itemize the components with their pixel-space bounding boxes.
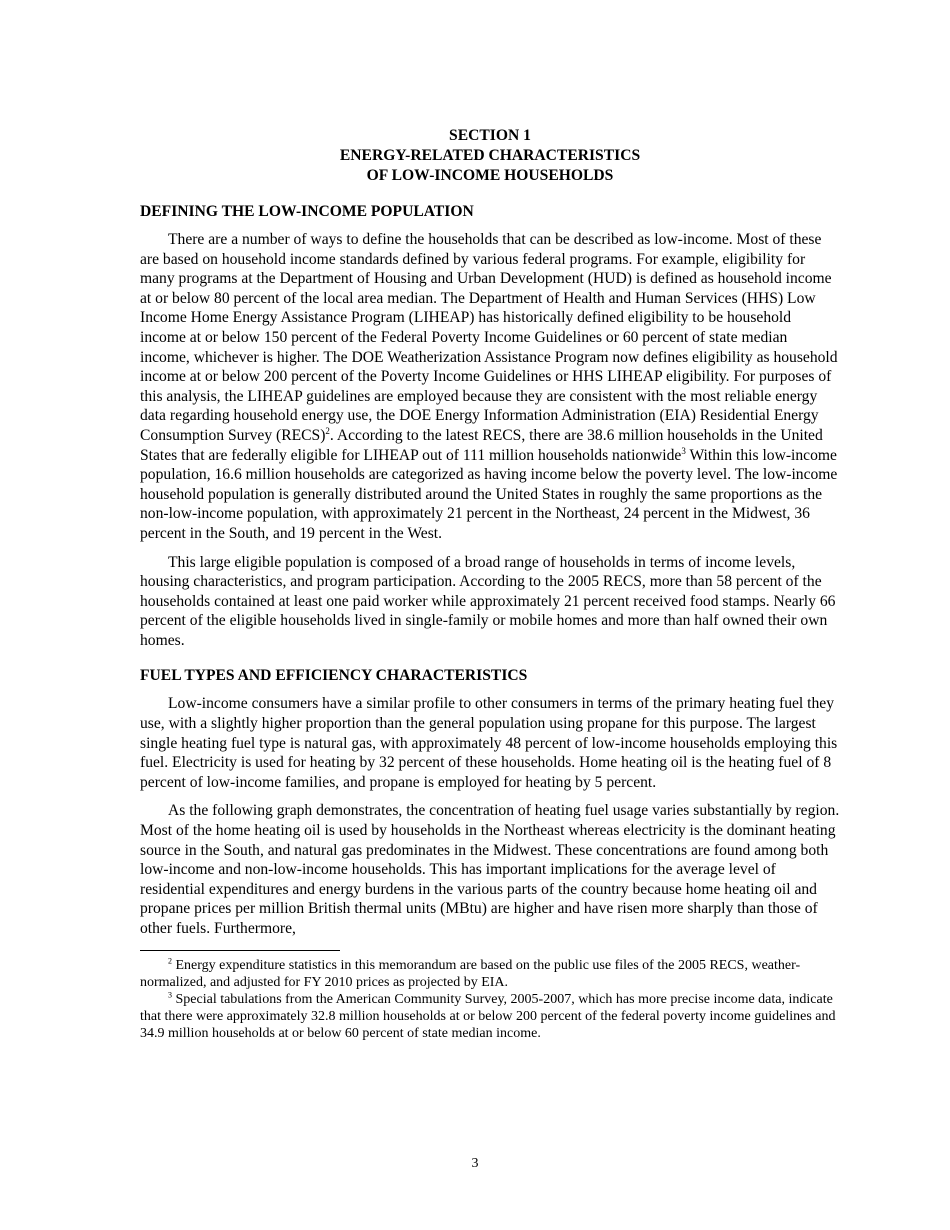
footnote-ref-3: 3 [681,445,686,456]
heading-defining-low-income: DEFINING THE LOW-INCOME POPULATION [140,203,474,220]
document-page [140,126,840,1042]
paragraph-2: This large eligible population is composed of a broad range of households in terms of income levels, housing characteristics, and program participation. According to the 2005 RECS, more than 58 percent of the households contained at least one paid worker while approximately 21 percent received food stamps. Nearly 66 percent of the eligible households lived in single-family or mobile homes and more than half owned their own homes. [140,553,836,649]
section-number: SECTION 1 [449,127,531,144]
section-title-line-2: OF LOW-INCOME HOUSEHOLDS [366,167,614,184]
section-title-line-1: ENERGY-RELATED CHARACTERISTICS [339,147,641,164]
footnote-3: $^3$ Special tabulations from the American Community Survey, 2005-2007, which has more precise income data, indicate that there were approximately 32.8 million households at or below 200 percent of the federal poverty income guidelines and 34.9 million households at or below 60 percent of state median income. [140,989,836,1041]
page-number: 3 [471,1156,479,1171]
footnote-ref-2: 2 [325,425,330,436]
paragraph-3: Low-income consumers have a similar profile to other consumers in terms of the primary heating fuel they use, with a slightly higher proportion than the general population using propane for this purpose. The largest single heating fuel type is natural gas, with approximately 48 percent of low-income households employing this fuel. Electricity is used for heating by 32 percent of these households. Home heating oil is the heating fuel of 8 percent of low-income families, and propane is employed for heating by 5 percent. [140,695,838,791]
footnote-2: $^2$ Energy expenditure statistics in this memorandum are based on the public use files of the 2005 RECS, weather-normalized, and adjusted for FY 2010 prices as projected by EIA. [140,955,801,990]
footnote-divider [140,950,340,951]
section-title [140,126,840,186]
paragraph-4: As the following graph demonstrates, the concentration of heating fuel usage varies substantially by region. Most of the home heating oil is used by households in the Northeast whereas electricity is the dominant heating source in the South, and natural gas predominates in the Midwest. These concentrations are found among both low-income and non-low-income households. This has important implications for the average level of residential expenditures and energy burdens in the various parts of the country because home heating oil and propane prices per million British thermal units (MBtu) are higher and have risen more sharply than those of other fuels. Furthermore, [140,802,840,937]
paragraph-1: There are a number of ways to define the households that can be described as low-income. Most of these are based on household income standards defined by various federal programs. For example, eligibility for many programs at the Department of Housing and Urban Development (HUD) is defined as household income at or below 80 percent of the local area median. The Department of Health and Human Services (HHS) Low Income Home Energy Assistance Program (LIHEAP) has historically defined eligibility to be household income at or below 150 percent of the Federal Poverty Income Guidelines or 60 percent of state median income, whichever is higher. The DOE Weatherization Assistance Program now defines eligibility as household income at or below 200 percent of the Poverty Income Guidelines or HHS LIHEAP eligibility. For purposes of this analysis, the LIHEAP guidelines are employed because they are consistent with the most reliable energy data regarding household energy use, the DOE Energy Information Administration (EIA) Residential Energy Consumption Survey (RECS)$^2$. According to the latest RECS, there are 38.6 million households in the United States that are federally eligible for LIHEAP out of 111 million households nationwide$^3$ Within this low-income population, 16.6 million households are categorized as having income below the poverty level. The low-income household population is generally distributed around the United States in roughly the same proportions as the non-low-income population, with approximately 21 percent in the Northeast, 24 percent in the Midwest, 36 percent in the South, and 19 percent in the West. [140,231,838,542]
heading-fuel-types: FUEL TYPES AND EFFICIENCY CHARACTERISTICS [140,667,528,685]
